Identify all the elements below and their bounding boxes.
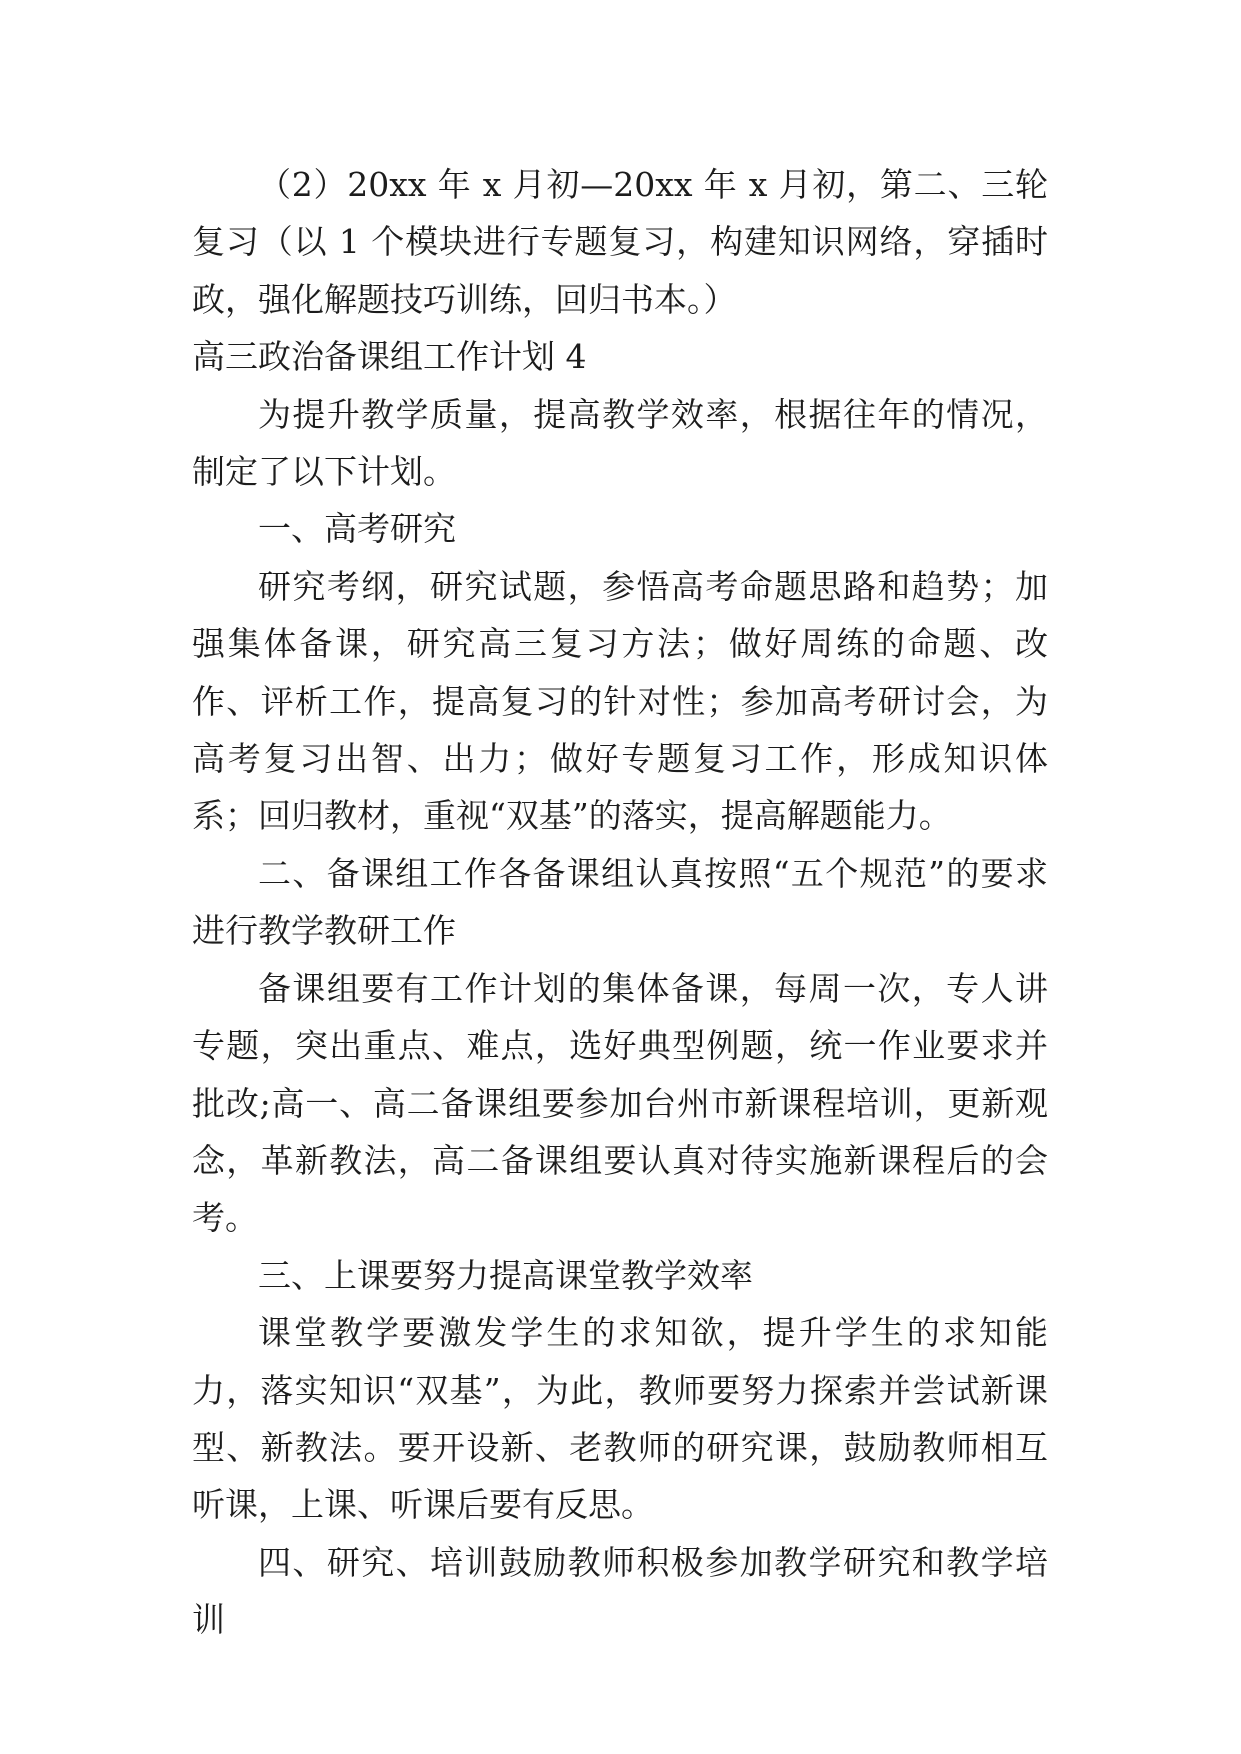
paragraph-group-work: 备课组要有工作计划的集体备课，每周一次，专人讲专题，突出重点、难点，选好典型例题，统一作业要求并批改;高一、高二备课组要参加台州市新课程培训，更新观念，革新教法，高二备课组要认真对待实施新课程后的会考。	[192, 968, 1048, 1238]
paragraph-intro: 为提升教学质量，提高教学效率，根据往年的情况，制定了以下计划。	[192, 394, 1048, 492]
document-body	[192, 156, 1048, 1649]
paragraph-review-schedule: （2）20xx 年 x 月初—20xx 年 x 月初，第二、三轮复习（以 1 个模块进行专题复习，构建知识网络，穿插时政，强化解题技巧训练，回归书本。）	[192, 165, 1048, 319]
heading-class-efficiency: 三、上课要努力提高课堂教学效率	[258, 1255, 753, 1295]
section-title: 高三政治备课组工作计划 4	[192, 337, 587, 377]
heading-group-work: 二、备课组工作各备课组认真按照“五个规范”的要求进行教学教研工作	[192, 853, 1048, 951]
paragraph-class-efficiency: 课堂教学要激发学生的求知欲，提升学生的求知能力，落实知识“双基”，为此，教师要努力探索并尝试新课型、新教法。要开设新、老教师的研究课，鼓励教师相互听课，上课、听课后要有反思。	[192, 1313, 1048, 1525]
heading-research-training: 四、研究、培训鼓励教师积极参加教学研究和教学培训	[192, 1542, 1048, 1640]
heading-gaokao-research: 一、高考研究	[258, 509, 456, 549]
paragraph-gaokao-research: 研究考纲，研究试题，参悟高考命题思路和趋势；加强集体备课，研究高三复习方法；做好周练的命题、改作、评析工作，提高复习的针对性；参加高考研讨会，为高考复习出智、出力；做好专题复习工作，形成知识体系；回归教材，重视“双基”的落实，提高解题能力。	[192, 566, 1048, 836]
